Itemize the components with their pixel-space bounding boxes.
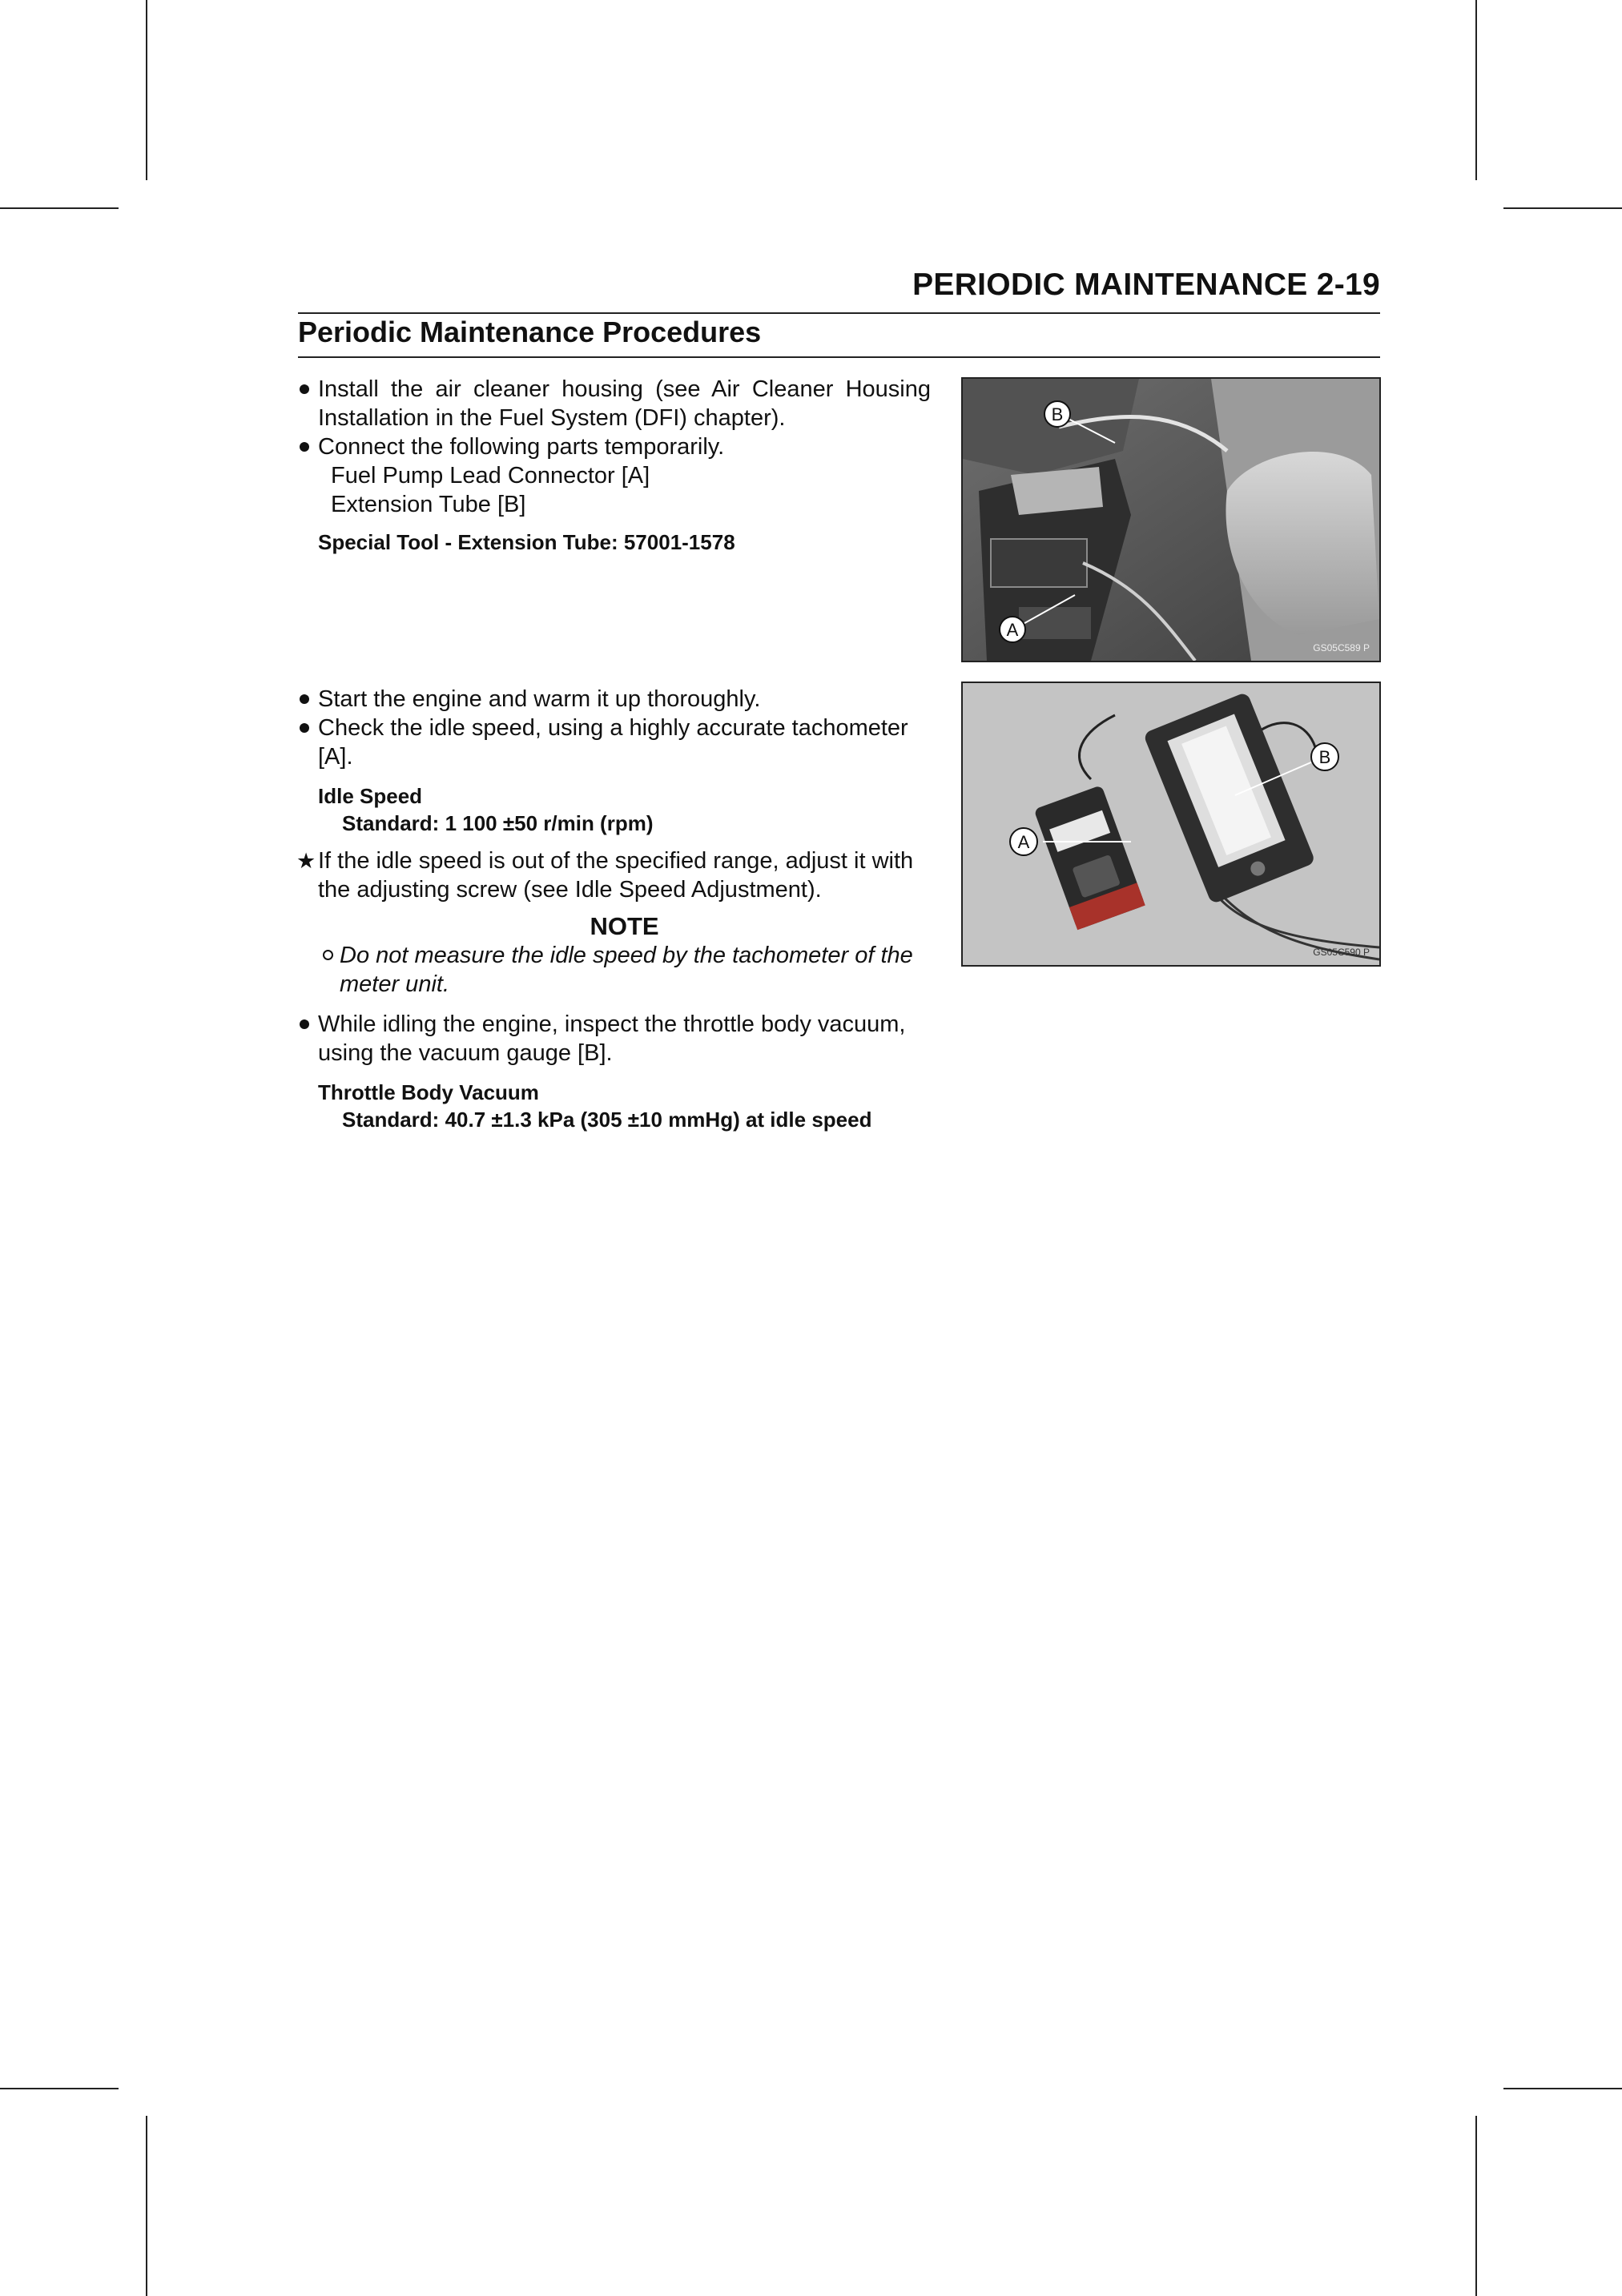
bullet-item — [298, 714, 931, 771]
crop-mark — [0, 207, 119, 209]
section-rule — [298, 356, 1380, 358]
bullet-icon — [300, 442, 309, 452]
header-rule — [298, 312, 1380, 314]
figure-label-a: A — [1006, 620, 1019, 640]
figure-label-b: B — [1318, 747, 1331, 767]
crop-mark — [1503, 2088, 1622, 2089]
crop-mark — [1475, 2116, 1477, 2296]
figure-label-a: A — [1017, 832, 1030, 852]
figure-engine-connections — [961, 377, 1381, 662]
bullet-icon — [300, 384, 309, 394]
block1-text — [298, 375, 931, 556]
bullet-text: Start the engine and warm it up thoroughly. — [318, 686, 761, 712]
figure-code: GS05C590 P — [1313, 947, 1370, 958]
idle-speed-standard: Standard: 1 100 ±50 r/min (rpm) — [342, 811, 654, 835]
note-title: NOTE — [590, 912, 659, 940]
star-text: If the idle speed is out of the specified range, adjust it with the adjusting screw (see Idle Speed Adjustment). — [318, 848, 914, 903]
figure-code: GS05C589 P — [1313, 642, 1370, 653]
star-item — [298, 846, 931, 904]
bullet-icon — [300, 1019, 309, 1029]
gauge-photo — [963, 683, 1379, 965]
vacuum-title: Throttle Body Vacuum — [318, 1080, 539, 1104]
bullet-text: Install the air cleaner housing (see Air Cleaner Housing Installation in the Fuel System (DFI) chapter). — [318, 376, 931, 431]
bullet-item — [298, 375, 931, 432]
note-text — [298, 941, 931, 999]
note-body: Do not measure the idle speed by the tachometer of the meter unit. — [340, 943, 913, 997]
figure-tachometer-gauge — [961, 682, 1381, 967]
crop-mark — [1503, 207, 1622, 209]
bullet-item — [298, 685, 931, 714]
page-header: PERIODIC MAINTENANCE 2-19 — [912, 267, 1380, 302]
section-title: Periodic Maintenance Procedures — [298, 316, 762, 348]
bullet-text: Connect the following parts temporarily. — [318, 434, 725, 460]
vacuum-standard: Standard: 40.7 ±1.3 kPa (305 ±10 mmHg) at idle speed — [342, 1108, 872, 1132]
star-icon: ★ — [296, 849, 316, 873]
circle-bullet-icon — [323, 950, 333, 960]
crop-mark — [146, 0, 147, 180]
bullet-icon — [300, 694, 309, 704]
figure-label-b: B — [1051, 404, 1064, 424]
crop-mark — [146, 2116, 147, 2296]
bullet-item — [298, 432, 931, 461]
crop-mark — [0, 2088, 119, 2089]
crop-mark — [1475, 0, 1477, 180]
bullet-text: While idling the engine, inspect the throttle body vacuum, using the vacuum gauge [B]. — [318, 1011, 906, 1066]
idle-speed-title: Idle Speed — [318, 784, 423, 808]
bullet-text: Check the idle speed, using a highly accurate tachometer [A]. — [318, 715, 908, 770]
bullet-icon — [300, 723, 309, 733]
special-tool: Special Tool - Extension Tube: 57001-1578 — [318, 530, 735, 554]
block2-text — [298, 685, 931, 1133]
part-item: Extension Tube [B] — [331, 492, 526, 517]
engine-photo — [963, 379, 1379, 661]
idle-speed-spec — [298, 782, 931, 837]
vacuum-spec — [298, 1079, 931, 1133]
part-item: Fuel Pump Lead Connector [A] — [331, 463, 650, 489]
bullet-item — [298, 1010, 931, 1068]
